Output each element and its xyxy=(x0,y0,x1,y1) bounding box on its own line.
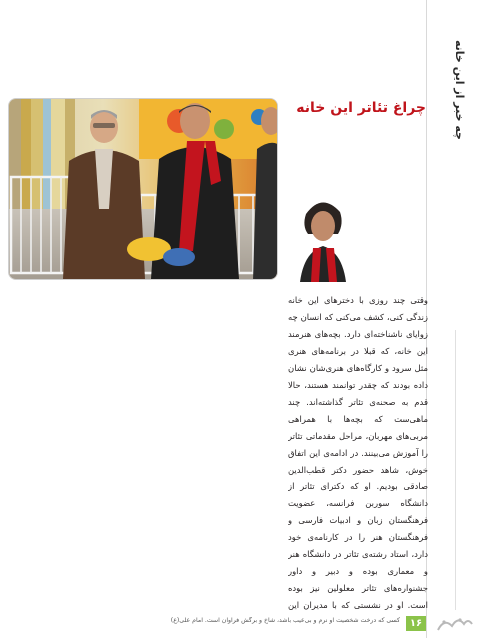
section-side-tab xyxy=(426,0,486,638)
magazine-logo-icon xyxy=(430,614,480,636)
side-divider xyxy=(455,330,456,610)
section-tab-label: چه خبر از این خانه xyxy=(453,40,466,140)
page-footer xyxy=(0,614,486,638)
article-body: وقتی چند روزی با دخترهای این خانه زندگی کنی، کشف می‌کنی که انسان چه زوایای ناشناخته‌ای دارد. بچه‌های هنرمند این خانه، که قبلا در برنامه‌های هنری مثل سرود و کارگاه‌های هنری‌شان نشان داده بودند که چقدر توانمند هستند، حالا قدم به صحنه‌ی تئاتر گذاشته‌اند. چند ماهی‌ست که بچه‌ها با همراهی مربی‌های مهربان، مراحل مقدماتی تئاتر را آموزش می‌بینند. در ادامه‌ی این اتفاق خوش، شاهد حضور دکتر قطب‌الدین صادقی بودیم. او که دکترای تئاتر از دانشگاه سوربن فرانسه، عضویت فرهنگستان زبان و ادبیات فارسی و فرهنگستان هنر را در کارنامه‌ی خود دارد، استاد رشته‌ی تئاتر در دانشگاه هنر و معماری بوده و دبیر و داور جشنواره‌های تئاتر معلولین نیز بوده است. او در نشستی که با مدیران این xyxy=(288,295,428,610)
photo-visit-scene xyxy=(9,99,278,280)
footer-quote: کسی که درخت شخصیت او نرم و بی‌عیب باشد، شاخ و برگش فراوان است. امام علی(ع) xyxy=(170,617,400,624)
author-portrait-photo xyxy=(292,192,352,282)
portrait-image xyxy=(292,192,352,282)
article-main-photo xyxy=(8,98,278,280)
page-number: ۱۶ xyxy=(406,616,426,631)
article-title: چراغ تئاتر این خانه xyxy=(296,100,426,116)
